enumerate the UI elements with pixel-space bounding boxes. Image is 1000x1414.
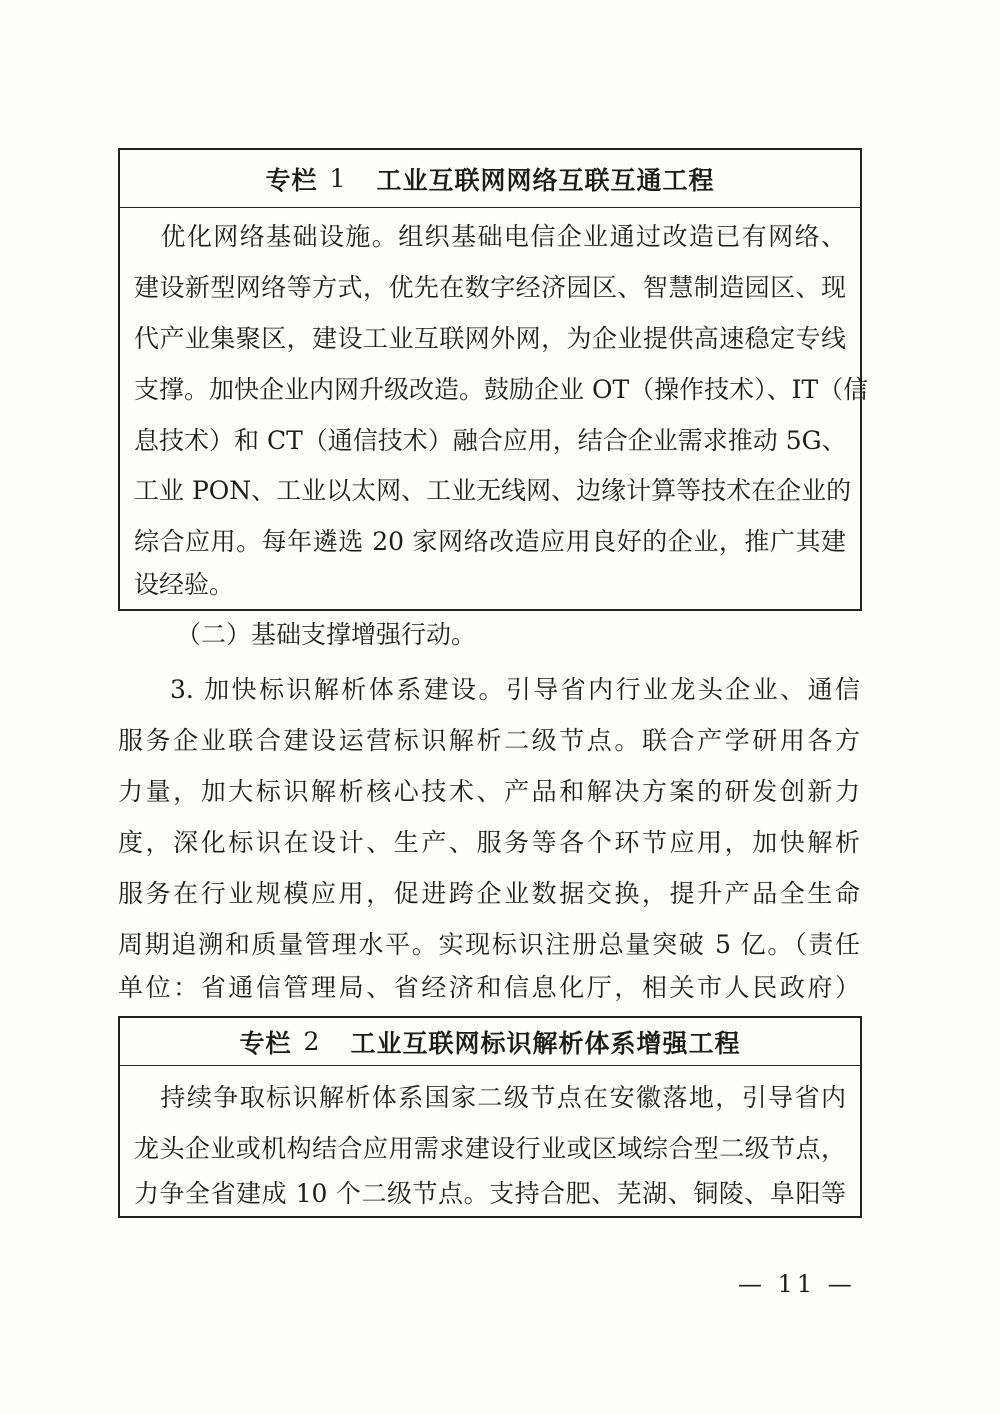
column-box-1: [118, 148, 869, 611]
paragraph-line: 度，深化标识在设计、生产、服务等各个环节应用，加快解析: [118, 828, 860, 857]
column-title: 工业互联网网络互联互通工程: [376, 165, 715, 195]
body-line: 支撑。加快企业内网升级改造。鼓励企业 OT（操作技术）、IT（信: [134, 375, 869, 404]
column-title: 工业互联网标识解析体系增强工程: [350, 1028, 741, 1058]
section-heading: （二）基础支撑增强行动。: [176, 620, 477, 649]
body-line: 综合应用。每年遴选 20 家网络改造应用良好的企业，推广其建: [134, 527, 846, 556]
paragraph-line: 服务在行业规模应用，促进跨企业数据交换，提升产品全生命: [118, 879, 860, 908]
column-box-2-header: [120, 1018, 860, 1066]
paragraph-line: 服务企业联合建设运营标识解析二级节点。联合产学研用各方: [118, 726, 860, 755]
body-line: 持续争取标识解析体系国家二级节点在安徽落地，引导省内: [134, 1083, 846, 1112]
column-number: 2: [303, 1027, 321, 1056]
column-number: 1: [329, 164, 347, 193]
body-line: 工业 PON、工业以太网、工业无线网、边缘计算等技术在企业的: [134, 476, 852, 505]
body-line: 龙头企业或机构结合应用需求建设行业或区域综合型二级节点，: [134, 1134, 846, 1163]
body-line: 代产业集聚区，建设工业互联网外网，为企业提供高速稳定专线: [134, 324, 846, 353]
body-line: 设经验。: [134, 570, 235, 599]
column-label: 专栏: [239, 1028, 292, 1058]
paragraph-line: 力量，加大标识解析核心技术、产品和解决方案的研发创新力: [118, 777, 860, 806]
column-label: 专栏: [265, 165, 318, 195]
body-line: 力争全省建成 10 个二级节点。支持合肥、芜湖、铜陵、阜阳等: [134, 1179, 846, 1208]
column-box-1-header: [120, 150, 860, 208]
body-line: 息技术）和 CT（通信技术）融合应用，结合企业需求推动 5G、: [134, 426, 847, 455]
page-number: — 11 —: [738, 1270, 856, 1298]
paragraph-line: 单位：省通信管理局、省经济和信息化厅，相关市人民政府）: [118, 973, 860, 1002]
column-box-2: [118, 1016, 862, 1218]
paragraph-line: 3. 加快标识解析体系建设。引导省内行业龙头企业、通信: [170, 675, 860, 704]
body-line: 优化网络基础设施。组织基础电信企业通过改造已有网络、: [134, 222, 846, 251]
body-line: 建设新型网络等方式，优先在数字经济园区、智慧制造园区、现: [134, 273, 846, 302]
paragraph-line: 周期追溯和质量管理水平。实现标识注册总量突破 5 亿。（责任: [118, 930, 860, 959]
